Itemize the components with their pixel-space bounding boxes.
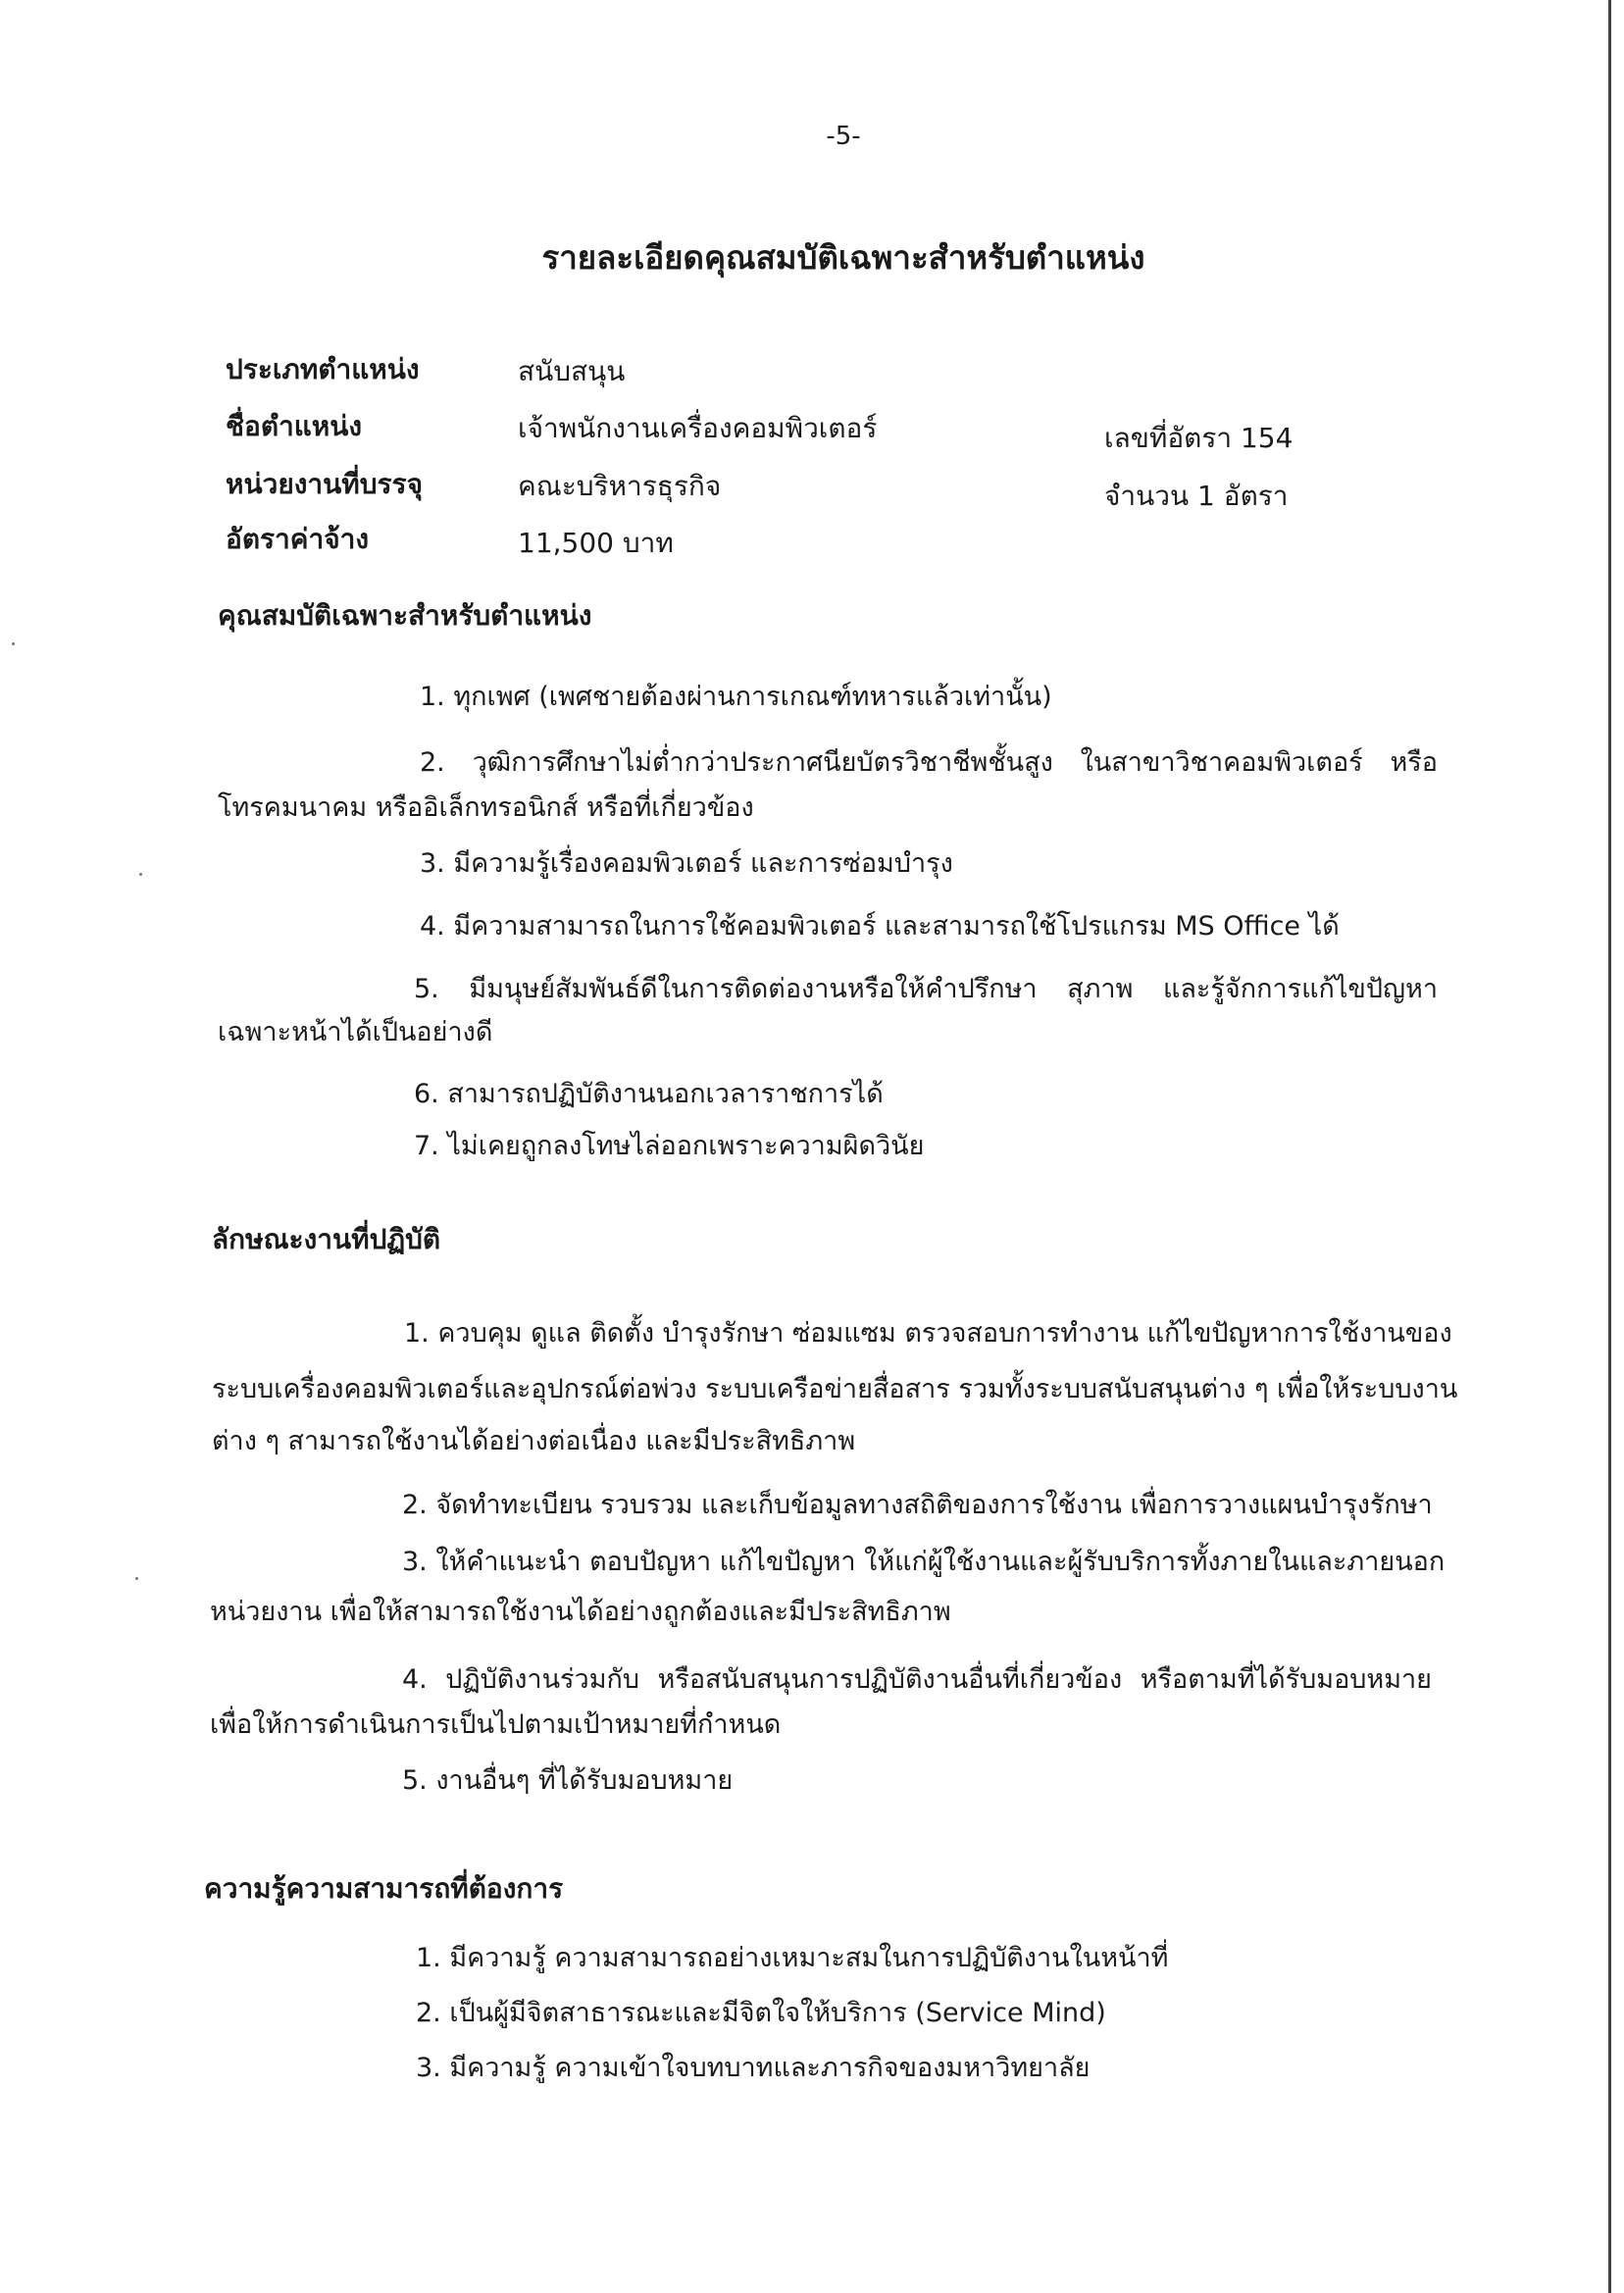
page-number: -5- [826,122,861,151]
knowledge-item: 3. มีความรู้ ความเข้าใจบทบาทและภารกิจของมหาวิทยาลัย [416,2053,1091,2083]
qualifications-heading: คุณสมบัติเฉพาะสำหรับตำแหน่ง [218,599,592,632]
duties-heading: ลักษณะงานที่ปฏิบัติ [212,1223,441,1255]
wage-label: อัตราค่าจ้าง [226,523,370,555]
scan-edge-line [1608,0,1611,2293]
duty-item: 5. งานอื่นๆ ที่ได้รับมอบหมาย [402,1765,734,1796]
duty-item: 3. ให้คำแนะนำ ตอบปัญหา แก้ไขปัญหา ให้แก่ผู้ใช้งานและผู้รับบริการทั้งภายในและภายนอก [402,1547,1446,1577]
unit-value: คณะบริหารธุรกิจ [518,470,722,502]
qualification-item: 2. วุฒิการศึกษาไม่ต่ำกว่าประกาศนียบัตรวิชาชีพชั้นสูง ในสาขาวิชาคอมพิวเตอร์ หรือ [420,747,1438,778]
qualification-item: 4. มีความสามารถในการใช้คอมพิวเตอร์ และสามารถใช้โปรแกรม MS Office ได้ [420,911,1340,942]
wage-value: 11,500 บาท [518,527,674,559]
quantity: จำนวน 1 อัตรา [1104,480,1289,512]
qualification-item: 3. มีความรู้เรื่องคอมพิวเตอร์ และการซ่อมบำรุง [420,848,953,879]
scan-speck [139,873,142,876]
qualification-item: 1. ทุกเพศ (เพศชายต้องผ่านการเกณฑ์ทหารแล้วเท่านั้น) [420,682,1052,712]
qualification-item-continuation: เฉพาะหน้าได้เป็นอย่างดี [218,1017,493,1047]
knowledge-item: 1. มีความรู้ ความสามารถอย่างเหมาะสมในการปฏิบัติงานในหน้าที่ [416,1943,1169,1973]
qualification-item: 6. สามารถปฏิบัติงานนอกเวลาราชการได้ [414,1079,884,1109]
document-title: รายละเอียดคุณสมบัติเฉพาะสำหรับตำแหน่ง [541,238,1145,277]
duty-item: 2. จัดทำทะเบียน รวบรวม และเก็บข้อมูลทางสถิติของการใช้งาน เพื่อการวางแผนบำรุงรักษา [402,1490,1433,1520]
duty-item: 4. ปฏิบัติงานร่วมกับ หรือสนับสนุนการปฏิบัติงานอื่นที่เกี่ยวข้อง หรือตามที่ได้รับมอบหมาย [402,1664,1432,1695]
position-name-label: ชื่อตำแหน่ง [226,410,363,442]
scan-speck [135,1577,138,1580]
knowledge-heading: ความรู้ความสามารถที่ต้องการ [204,1872,564,1905]
qualification-item: 7. ไม่เคยถูกลงโทษไล่ออกเพราะความผิดวินัย [414,1131,925,1161]
knowledge-item: 2. เป็นผู้มีจิตสาธารณะและมีจิตใจให้บริการ (Service Mind) [416,1998,1106,2028]
scan-speck [12,642,15,645]
position-name-value: เจ้าพนักงานเครื่องคอมพิวเตอร์ [518,412,878,444]
unit-label: หน่วยงานที่บรรจุ [226,468,423,500]
duty-item-continuation: ต่าง ๆ สามารถใช้งานได้อย่างต่อเนื่อง และมีประสิทธิภาพ [212,1426,856,1456]
rate-number: เลขที่อัตรา 154 [1104,422,1294,454]
duty-item-continuation: หน่วยงาน เพื่อให้สามารถใช้งานได้อย่างถูกต้องและมีประสิทธิภาพ [210,1597,951,1627]
duty-item-continuation: เพื่อให้การดำเนินการเป็นไปตามเป้าหมายที่กำหนด [210,1709,782,1740]
qualification-item: 5. มีมนุษย์สัมพันธ์ดีในการติดต่องานหรือให้คำปรึกษา สุภาพ และรู้จักการแก้ไขปัญหา [414,974,1438,1004]
qualification-item-continuation: โทรคมนาคม หรืออิเล็กทรอนิกส์ หรือที่เกี่ยวข้อง [218,792,754,823]
position-type-label: ประเภทตำแหน่ง [226,353,420,385]
duty-item: 1. ควบคุม ดูแล ติดตั้ง บำรุงรักษา ซ่อมแซม ตรวจสอบการทำงาน แก้ไขปัญหาการใช้งานของ [404,1318,1452,1349]
duty-item-continuation: ระบบเครื่องคอมพิวเตอร์และอุปกรณ์ต่อพ่วง ระบบเครือข่ายสื่อสาร รวมทั้งระบบสนับสนุนต่าง ๆ เพื่อให้ระบบงาน [212,1374,1458,1404]
position-type-value: สนับสนุน [518,355,626,387]
